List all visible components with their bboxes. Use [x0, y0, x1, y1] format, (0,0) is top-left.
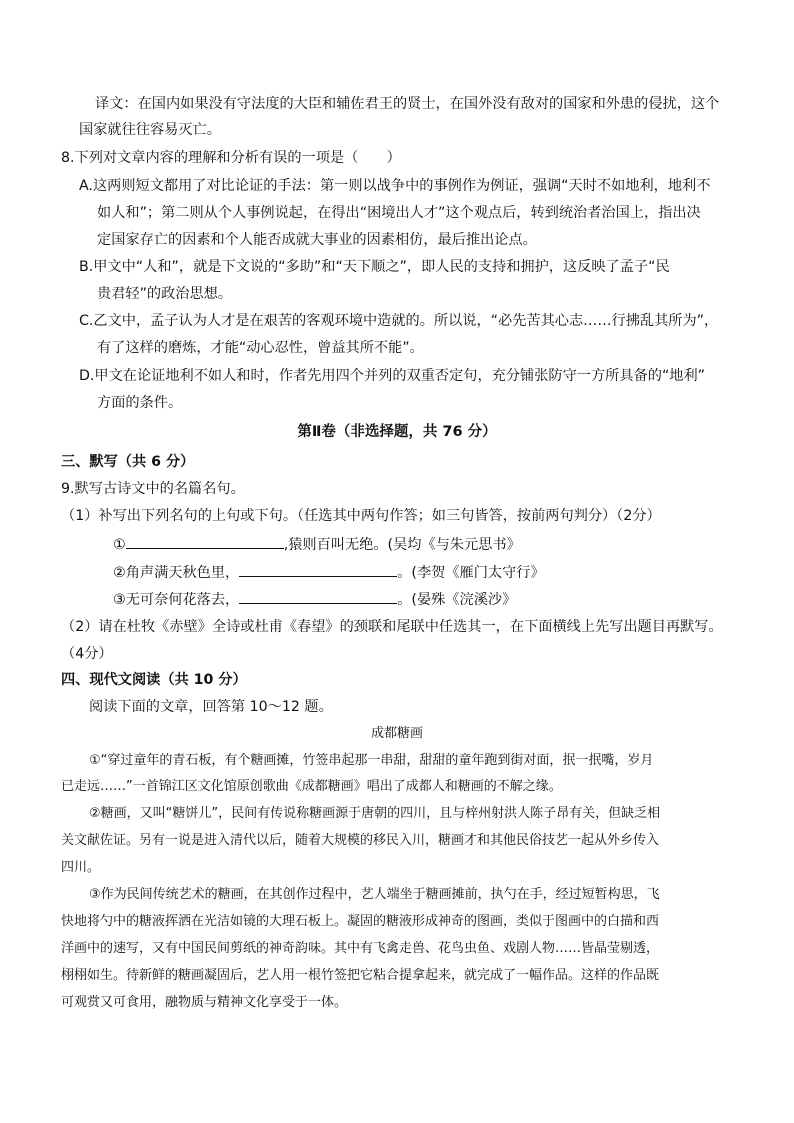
article-p3-line-2: 快地将勺中的糖液挥洒在光洁如镜的大理石板上。凝固的糖液形成神奇的图画，类似于图画中的白描和西 [61, 914, 660, 929]
q9-item-2-prefix: ②角声满天秋色里， [113, 565, 240, 581]
article-p2-line-3: 四川。 [61, 860, 101, 875]
article-p1-line-2: 已走远……”一首锦江区文化馆原创歌曲《成都糖画》唱出了成都人和糖画的不解之缘。 [61, 779, 562, 794]
q9-item-2 [113, 562, 545, 583]
part2-title: 第Ⅱ卷（非选择题，共 76 分） [297, 424, 497, 440]
q9-item-3-blank[interactable] [239, 589, 397, 604]
section3-heading: 三、默写（共 6 分） [61, 454, 195, 470]
q9-sub1: （1）补写出下列名句的上句或下句。（任选其中两句作答；如三句皆答，按前两句判分）（2分） [61, 508, 661, 524]
q9-item-3-prefix: ③无可奈何花落去， [113, 592, 240, 608]
q9-item-1-number: ① [113, 537, 126, 553]
q9-item-2-suffix: 。(李贺《雁门太守行》 [397, 565, 545, 581]
article-p3-line-4: 栩栩如生。待新鲜的糖画凝固后，艺人用一根竹签把它粘合提拿起来，就完成了一幅作品。这样的作品既 [61, 968, 660, 983]
article-p2-line-2: 关文献佐证。另有一说是进入清代以后，随着大规模的移民入川，糖画才和其他民俗技艺一起从外乡传入 [61, 833, 660, 848]
q9-item-1-blank[interactable] [126, 534, 284, 549]
q8-option-a-line-3: 定国家存亡的因素和个人能否成就大事业的因素相仿，最后推出论点。 [97, 232, 537, 248]
q9-stem: 9.默写古诗文中的名篇名句。 [61, 481, 245, 497]
article-p2-line-1: ②糖画，又叫“糖饼儿”，民间有传说称糖画源于唐朝的四川，且与梓州射洪人陈子昂有关，但缺乏相 [89, 806, 661, 821]
q8-option-d-line-2: 方面的条件。 [97, 395, 183, 411]
translation-line-2: 国家就往往容易灭亡。 [79, 122, 221, 138]
q9-sub2-line-1: （2）请在杜牧《赤壁》全诗或杜甫《春望》的颈联和尾联中任选其一，在下面横线上先写出题目再默写。 [61, 619, 723, 635]
article-p3-line-5: 可观赏又可食用，融物质与精神文化享受于一体。 [61, 995, 348, 1010]
q9-item-3 [113, 589, 516, 610]
q8-option-b-line-1: B.甲文中“人和”，就是下文说的“多助”和“天下顺之”，即人民的支持和拥护，这反映了孟子“民 [79, 259, 670, 275]
q8-option-d-line-1: D.甲文在论证地利不如人和时，作者先用四个并列的双重否定句，充分铺张防守一方所具备的“地利” [79, 368, 706, 384]
article-p3-line-3: 洋画中的速写，又有中国民间剪纸的神奇韵味。其中有飞禽走兽、花鸟虫鱼、戏剧人物……皆晶莹剔透， [61, 941, 660, 956]
q9-sub2-line-2: （4分） [61, 646, 113, 662]
q8-option-a-line-1: A.这两则短文都用了对比论证的手法：第一则以战争中的事例作为例证，强调“天时不如地利，地利不 [79, 178, 711, 194]
section4-instruction: 阅读下面的文章，回答第 10～12 题。 [89, 699, 333, 715]
q9-item-1-text: ,猿则百叫无绝。(吴均《与朱元思书》 [283, 537, 521, 553]
article-title: 成都糖画 [370, 726, 423, 741]
q8-option-c-line-1: C.乙文中，孟子认为人才是在艰苦的客观环境中造就的。所以说，“必先苦其心志……行拂乱其所为”， [79, 313, 719, 329]
article-p1-line-1: ①“穿过童年的青石板，有个糖画摊，竹签串起那一串甜，甜甜的童年跑到街对面，抿一抿嘴，岁月 [89, 753, 654, 768]
translation-line-1: 译文：在国内如果没有守法度的大臣和辅佐君王的贤士，在国外没有敌对的国家和外患的侵扰，这个 [95, 96, 720, 112]
q9-item-1 [113, 534, 521, 555]
q8-stem: 8.下列对文章内容的理解和分析有误的一项是（ ） [61, 150, 401, 166]
q9-item-2-blank[interactable] [239, 562, 397, 577]
q9-item-3-suffix: 。(晏殊《浣溪沙》 [397, 592, 517, 608]
section4-heading: 四、现代文阅读（共 10 分） [61, 672, 247, 688]
article-p3-line-1: ③作为民间传统艺术的糖画，在其创作过程中，艺人端坐于糖画摊前，执勺在手，经过短暂构思，飞 [89, 887, 660, 902]
q8-option-c-line-2: 有了这样的磨炼，才能“动心忍性，曾益其所不能”。 [97, 340, 424, 356]
q8-option-a-line-2: 如人和”；第二则从个人事例说起，在得出“困境出人才”这个观点后，转到统治者治国上，指出决 [97, 205, 701, 221]
q8-option-b-line-2: 贵君轻”的政治思想。 [97, 286, 233, 302]
